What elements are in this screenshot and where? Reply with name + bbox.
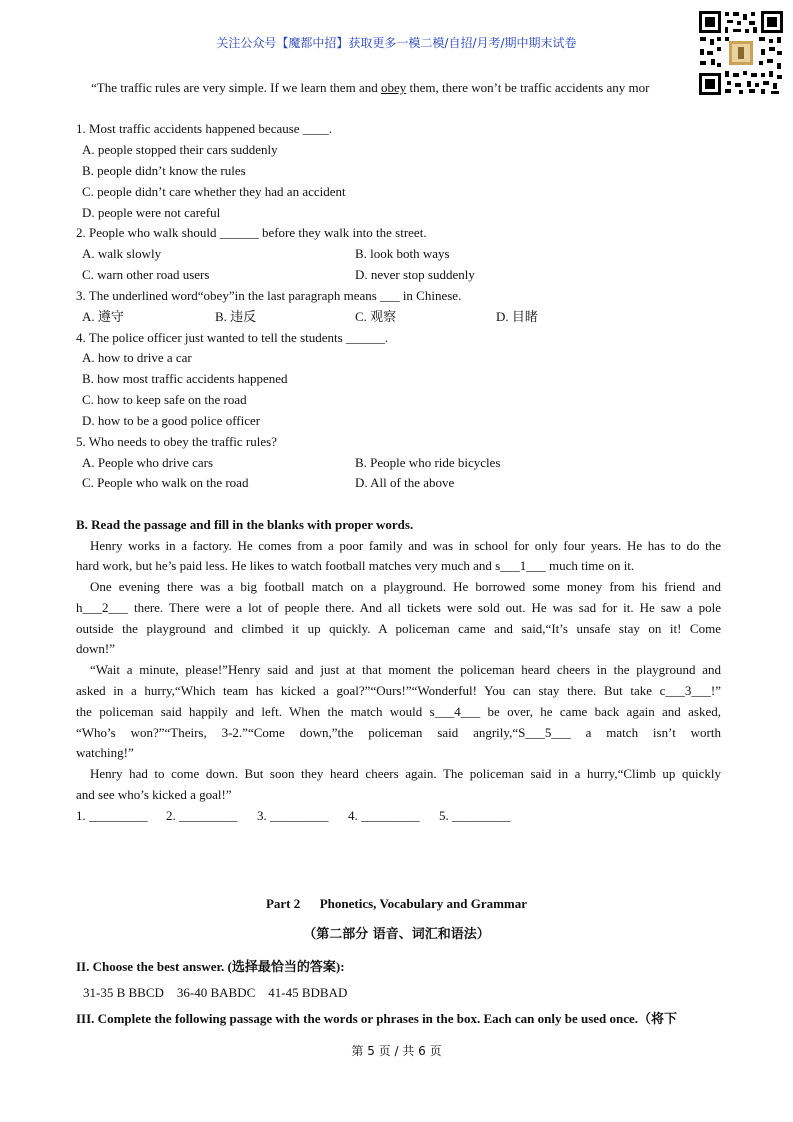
answer-blank-5: 5. _________: [439, 808, 511, 823]
passage-line: the policeman said happily and left. When the match would s___4___ be over, he came back again and asked,: [76, 704, 721, 719]
question-1-option-d: D. people were not careful: [82, 205, 221, 220]
question-3-option-b: B. 违反: [215, 309, 257, 324]
question-1-stem: 1. Most traffic accidents happened because ____.: [76, 121, 333, 136]
passage-line: hard work, but he’s paid less. He likes to watch football matches very much and s___1___ much time on it.: [76, 558, 635, 573]
question-4-stem: 4. The police officer just wanted to tell the students ______.: [76, 330, 389, 345]
question-5-option-b: B. People who ride bicycles: [355, 455, 501, 470]
question-5-option-d: D. All of the above: [355, 475, 455, 490]
part2-subtitle: （第二部分 语音、词汇和语法）: [303, 927, 490, 942]
question-2-option-c: C. warn other road users: [82, 267, 210, 282]
question-2-option-b: B. look both ways: [355, 246, 450, 261]
passage-line: watching!”: [76, 745, 134, 760]
underlined-obey: obey: [380, 80, 407, 95]
question-3-option-c: C. 观察: [355, 309, 397, 324]
question-5-option-c: C. People who walk on the road: [82, 475, 249, 490]
question-2-stem: 2. People who walk should ______ before they walk into the street.: [76, 225, 427, 240]
question-5-option-a: A. People who drive cars: [82, 455, 214, 470]
passage-line: and see who’s kicked a goal!”: [76, 787, 232, 802]
passage-line: outside the playground and climbed it up quickly. A policeman came and said,“It’s unsafe stay on it! Come: [76, 621, 721, 636]
question-3-option-a: A. 遵守: [82, 309, 124, 324]
section-b-heading: B. Read the passage and fill in the blanks with proper words.: [76, 517, 414, 532]
part2-title: Part 2 Phonetics, Vocabulary and Grammar: [265, 896, 528, 911]
question-1-option-b: B. people didn’t know the rules: [82, 163, 246, 178]
question-2-option-a: A. walk slowly: [82, 246, 162, 261]
passage-last-line: “The traffic rules are very simple. If we learn them and obey them, there won’t be traffic accidents any mor: [91, 80, 650, 95]
page-footer: 第 5 页 / 共 6 页: [351, 1044, 442, 1058]
qr-code: [697, 9, 785, 97]
passage-line: asked in a hurry,“Which team has kicked a goal?”“Ours!”“Wonderful! You can stay there. But take c___3___!”: [76, 683, 721, 698]
section-2-answers: 31-35 B BBCD 36-40 BABDC 41-45 BDBAD: [83, 985, 348, 1000]
question-4-option-c: C. how to keep safe on the road: [82, 392, 247, 407]
passage-line: Henry had to come down. But soon they heard cheers again. The policeman said in a hurry,“Climb up quickly: [90, 766, 721, 781]
section-2-heading: II. Choose the best answer. (选择最恰当的答案):: [76, 959, 345, 974]
question-4-option-d: D. how to be a good police officer: [82, 413, 261, 428]
passage-line: down!”: [76, 641, 115, 656]
answer-blank-4: 4. _________: [348, 808, 420, 823]
question-4-option-b: B. how most traffic accidents happened: [82, 371, 288, 386]
answer-blank-1: 1. _________: [76, 808, 148, 823]
question-2-option-d: D. never stop suddenly: [355, 267, 475, 282]
section-3-heading: III. Complete the following passage with the words or phrases in the box. Each can only be used once.（将下: [76, 1011, 678, 1026]
answer-blank-3: 3. _________: [257, 808, 329, 823]
question-4-option-a: A. how to drive a car: [82, 350, 192, 365]
passage-line: h___2___ there. There were a lot of people there. And all tickets were sold out. He was sad for it. He saw a pole: [76, 600, 721, 615]
passage-line: “Who’s won?”“Theirs, 3-2.”“Come down,”the policeman said angrily,“S___5___ a match isn’t worth: [76, 725, 721, 740]
passage-line: “Wait a minute, please!”Henry said and just at that moment the policeman heard cheers in the playground and: [90, 662, 721, 677]
question-5-stem: 5. Who needs to obey the traffic rules?: [76, 434, 277, 449]
question-1-option-a: A. people stopped their cars suddenly: [82, 142, 278, 157]
answer-blank-2: 2. _________: [166, 808, 238, 823]
question-1-option-c: C. people didn’t care whether they had an accident: [82, 184, 346, 199]
question-3-stem: 3. The underlined word“obey”in the last paragraph means ___ in Chinese.: [76, 288, 462, 303]
question-3-option-d: D. 目睹: [496, 309, 538, 324]
passage-line: One evening there was a big football match on a playground. He borrowed some money from his friend and: [90, 579, 721, 594]
promo-header: 关注公众号【魔都中招】获取更多一模二模/自招/月考/期中期末试卷: [216, 36, 577, 50]
passage-line: Henry works in a factory. He comes from a poor family and was in school for only four years. He has to do the: [90, 538, 721, 553]
